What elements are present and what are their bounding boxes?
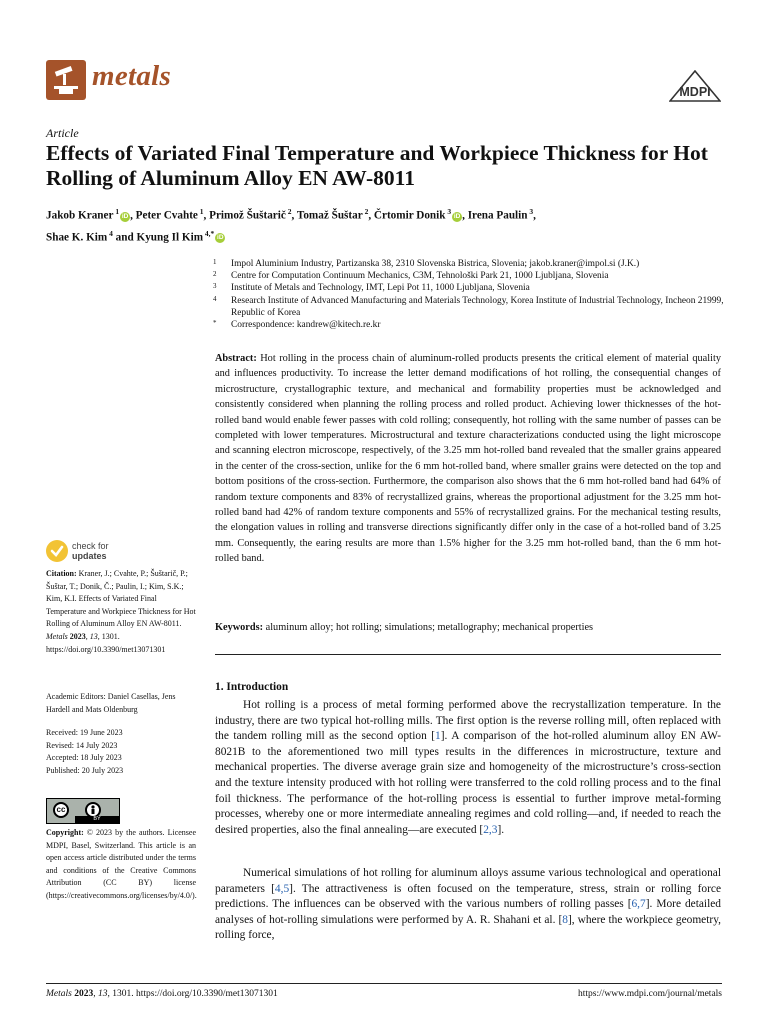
footer-divider bbox=[46, 983, 722, 984]
date-revised: Revised: 14 July 2023 bbox=[46, 740, 118, 750]
section-heading: 1. Introduction bbox=[215, 681, 289, 693]
footer-journal-url[interactable]: https://www.mdpi.com/journal/metals bbox=[578, 989, 722, 999]
article-title: Effects of Variated Final Temperature and Workpiece Thickness for Hot Rolling of Aluminum Alloy EN AW-8011 bbox=[46, 141, 708, 190]
introduction-paragraph-1 bbox=[215, 698, 721, 838]
abstract bbox=[215, 351, 721, 567]
affiliation-item bbox=[213, 282, 733, 294]
affiliation-number: 2 bbox=[213, 270, 217, 279]
paragraph-text: Numerical simulations of hot rolling for aluminum alloys assume various technological and operational parameters [ bbox=[215, 867, 721, 895]
citation-block: Citation: Kraner, J.; Cvahte, P.; Šuštarič, P.; Šuštar, T.; Donik, Č.; Paulin, I.; Kim, S.K.; Kim, K.I. Effects of Variated Final Temperature and Workpiece Thickness for Hot Rolling of Aluminum Alloy EN AW-8011. Metals 2023, 13, 1301. https://doi.org/10.3390/met13071301 bbox=[46, 569, 196, 654]
affiliation-text: Institute of Metals and Technology, IMT, Lepi Pot 11, 1000 Ljubljana, Slovenia bbox=[231, 283, 530, 294]
author-affiliation-number: 2 bbox=[285, 207, 292, 216]
cc-license-badge[interactable] bbox=[46, 798, 120, 824]
keywords bbox=[215, 620, 721, 635]
mdpi-logo-icon bbox=[669, 70, 721, 102]
keywords-text: aluminum alloy; hot rolling; simulations; metallography; mechanical properties bbox=[265, 622, 594, 633]
footer-doi-link[interactable]: , 1301. https://doi.org/10.3390/met13071301 bbox=[107, 989, 278, 999]
reference-link[interactable]: 8 bbox=[562, 913, 568, 926]
affiliation-number: 3 bbox=[213, 282, 217, 291]
footer-citation: Metals 2023, 13, 1301. https://doi.org/10.3390/met13071301 bbox=[46, 989, 278, 999]
section-divider bbox=[215, 654, 721, 655]
journal-name: metals bbox=[92, 60, 172, 92]
orcid-icon[interactable]: iD bbox=[121, 212, 129, 220]
reference-link[interactable]: 1 bbox=[435, 730, 441, 743]
reference-link[interactable]: 6,7 bbox=[631, 898, 646, 911]
reference-link[interactable]: 4,5 bbox=[274, 882, 290, 895]
author-name[interactable]: Kyung Il Kim bbox=[136, 231, 204, 244]
article-type: Article bbox=[46, 126, 79, 140]
date-received: Received: 19 June 2023 bbox=[46, 728, 123, 737]
author-list: Jakob Kraner $^1$iD , Peter Cvahte $^1$, Primož Šuštarič $^2$, Tomaž Šuštar $^2$, Črtomir Donik $^3$iD , Irena Paulin $^3$, Shae K. Kim $^4$ and Kyung Il Kim $^{4,*}$iD bbox=[46, 207, 536, 244]
author-name[interactable]: Peter Cvahte bbox=[135, 209, 198, 222]
affiliation-text: Research Institute of Advanced Manufacturing and Materials Technology, Korea Institute of Industrial Technology, Incheon 21999, Republic of Korea bbox=[231, 295, 724, 318]
paragraph-text: ]. bbox=[497, 823, 505, 836]
author-name[interactable]: Shae K. Kim bbox=[46, 231, 108, 244]
affiliation-text: Centre for Computation Continuum Mechanics, C3M, Tehnološki Park 21, 1000 Ljubljana, Slovenia bbox=[231, 271, 609, 282]
publisher-name: MDPI bbox=[679, 85, 711, 99]
paragraph-text: ]. The attractiveness is often focused on the temperature, stress, strain or rolling force predictions. The influences can be observed with the various numbers of rolling passes [ bbox=[215, 882, 722, 911]
publication-dates bbox=[46, 727, 196, 777]
author-affiliation-number: 4 bbox=[107, 228, 113, 238]
abstract-label: Abstract: bbox=[215, 353, 257, 364]
citation-doi-link[interactable]: , 1301. https://doi.org/10.3390/met13071301 bbox=[46, 631, 166, 654]
check-updates-icon bbox=[46, 540, 68, 562]
affiliation-text: Correspondence: kandrew@kitech.re.kr bbox=[231, 320, 381, 331]
check-updates-label: check for updates bbox=[72, 541, 109, 561]
affiliation-list bbox=[213, 258, 733, 331]
creative-commons-icon: cc bbox=[53, 802, 69, 818]
affiliation-number: * bbox=[213, 319, 217, 328]
journal-logo-icon bbox=[46, 60, 86, 100]
copyright-notice: Copyright: © 2023 by the authors. Licensee MDPI, Basel, Switzerland. This article is an open access article distributed under the terms and conditions of the Creative Commons Attribution (CC BY) license (https://creativecommons.org/licenses/by/4.0/). bbox=[46, 828, 197, 900]
author-name[interactable]: Tomaž Šuštar bbox=[296, 209, 363, 222]
introduction-paragraph-2 bbox=[215, 866, 721, 944]
affiliation-number: 1 bbox=[213, 258, 217, 266]
author-name[interactable]: Irena Paulin bbox=[467, 209, 528, 222]
abstract-text: Hot rolling in the process chain of aluminum-rolled products presents the critical element of material quality and influences productivity. To increase the letter demand modifications of hot rolling, the consequential changes of microstructure, crystallographic texture, and mechanical and formability properties must be acknowledged and consistently considered when planning the rolling process and rolled product. Achieving lower thicknesses of the hot-rolled band would enable fewer passes with cold rolling; consequently, hot rolling with the same number of passes can be completed with lower temperatures. Microstructural and texture characterizations conducted using the light microscope and scanning electron microscope, respectively, of the 3.25 mm hot-rolled band revealed that the smaller grains appeared in the center of the cross-section, unlike for the 6 mm hot-rolled band, where smaller grains were detected on the top and bottom positions of the cross-section. Furthermore, the comparison also shows that the 6 mm hot-rolled band had 64% of random texture components and 83% of recrystallized grains, whereas the proportional adjustment for the 3.25 mm hot-rolled band had 42% of random texture components and 55% of recrystallized grains. For the mechanical testing results, the elongation values in rolling and transverse directions significantly differ only in the case of a hot-rolled band of 3.25 mm. Consequently, the earing results are more than 1.5% higher for the 3.25 mm hot-rolled band, than the 6 mm hot-rolled band. bbox=[215, 353, 721, 565]
affiliation-number: 4 bbox=[213, 294, 217, 303]
cc-by-label: BY bbox=[75, 816, 119, 823]
author-affiliation-number: 1 bbox=[113, 207, 120, 216]
paragraph-text: ]. A comparison of the hot-rolled aluminum alloy EN AW-8021B to the aforementioned two mill types results in the differences in microstructure, texture and mechanical properties. The diverse average grain size and homogeneity of the microstructure’s cross-section and the texture intensity produced with hot rolling were transferred to the cold rolling process and to the final foil thickness. The performance of the hot-rolling process is essential to further improve metal-forming processes, whereby one or more intermediate annealing regimes and cold rolling—and, if needed to reach the desired properties, also the final annealing—are executed [ bbox=[215, 730, 722, 836]
date-accepted: Accepted: 18 July 2023 bbox=[46, 753, 122, 763]
author-name[interactable]: Jakob Kraner bbox=[46, 209, 114, 222]
paragraph-text: ], where the workpiece geometry, rolling force, bbox=[215, 913, 721, 942]
affiliation-text: Impol Aluminium Industry, Partizanska 38, 2310 Slovenska Bistrica, Slovenia; jakob.kraner@impol.si (J.K.) bbox=[231, 259, 640, 269]
reference-link[interactable]: 2,3 bbox=[483, 823, 498, 836]
author-affiliation-number: 4,* bbox=[203, 228, 215, 238]
affiliation-item bbox=[213, 319, 733, 331]
academic-editors: Academic Editors: Daniel Casellas, Jens Hardell and Mats Oldenburg bbox=[46, 692, 176, 714]
author-affiliation-number: 2 bbox=[362, 207, 369, 216]
date-published: Published: 20 July 2023 bbox=[46, 765, 124, 775]
author-affiliation-number: 3 bbox=[445, 207, 452, 216]
orcid-icon[interactable]: iD bbox=[217, 234, 224, 242]
affiliation-item bbox=[213, 295, 733, 319]
author-name[interactable]: Primož Šuštarič bbox=[209, 209, 286, 222]
author-name[interactable]: Črtomir Donik bbox=[373, 209, 446, 222]
paragraph-text: ]. More detailed analyses of hot-rolling simulations were performed by A. R. Shahani et al. [ bbox=[215, 898, 721, 926]
paragraph-text: Hot rolling is a process of metal forming performed above the recrystallization temperature. In the industry, there are two typical hot-rolling mills. The first option is the reverse rolling mill, often replaced with the tandem rolling mill as the second option [ bbox=[215, 699, 721, 743]
author-affiliation-number: 1 bbox=[197, 207, 204, 216]
keywords-label: Keywords: bbox=[215, 622, 264, 633]
orcid-icon[interactable]: iD bbox=[453, 212, 461, 220]
affiliation-item bbox=[213, 258, 733, 270]
affiliation-item bbox=[213, 270, 733, 282]
author-affiliation-number: 3 bbox=[527, 207, 534, 216]
